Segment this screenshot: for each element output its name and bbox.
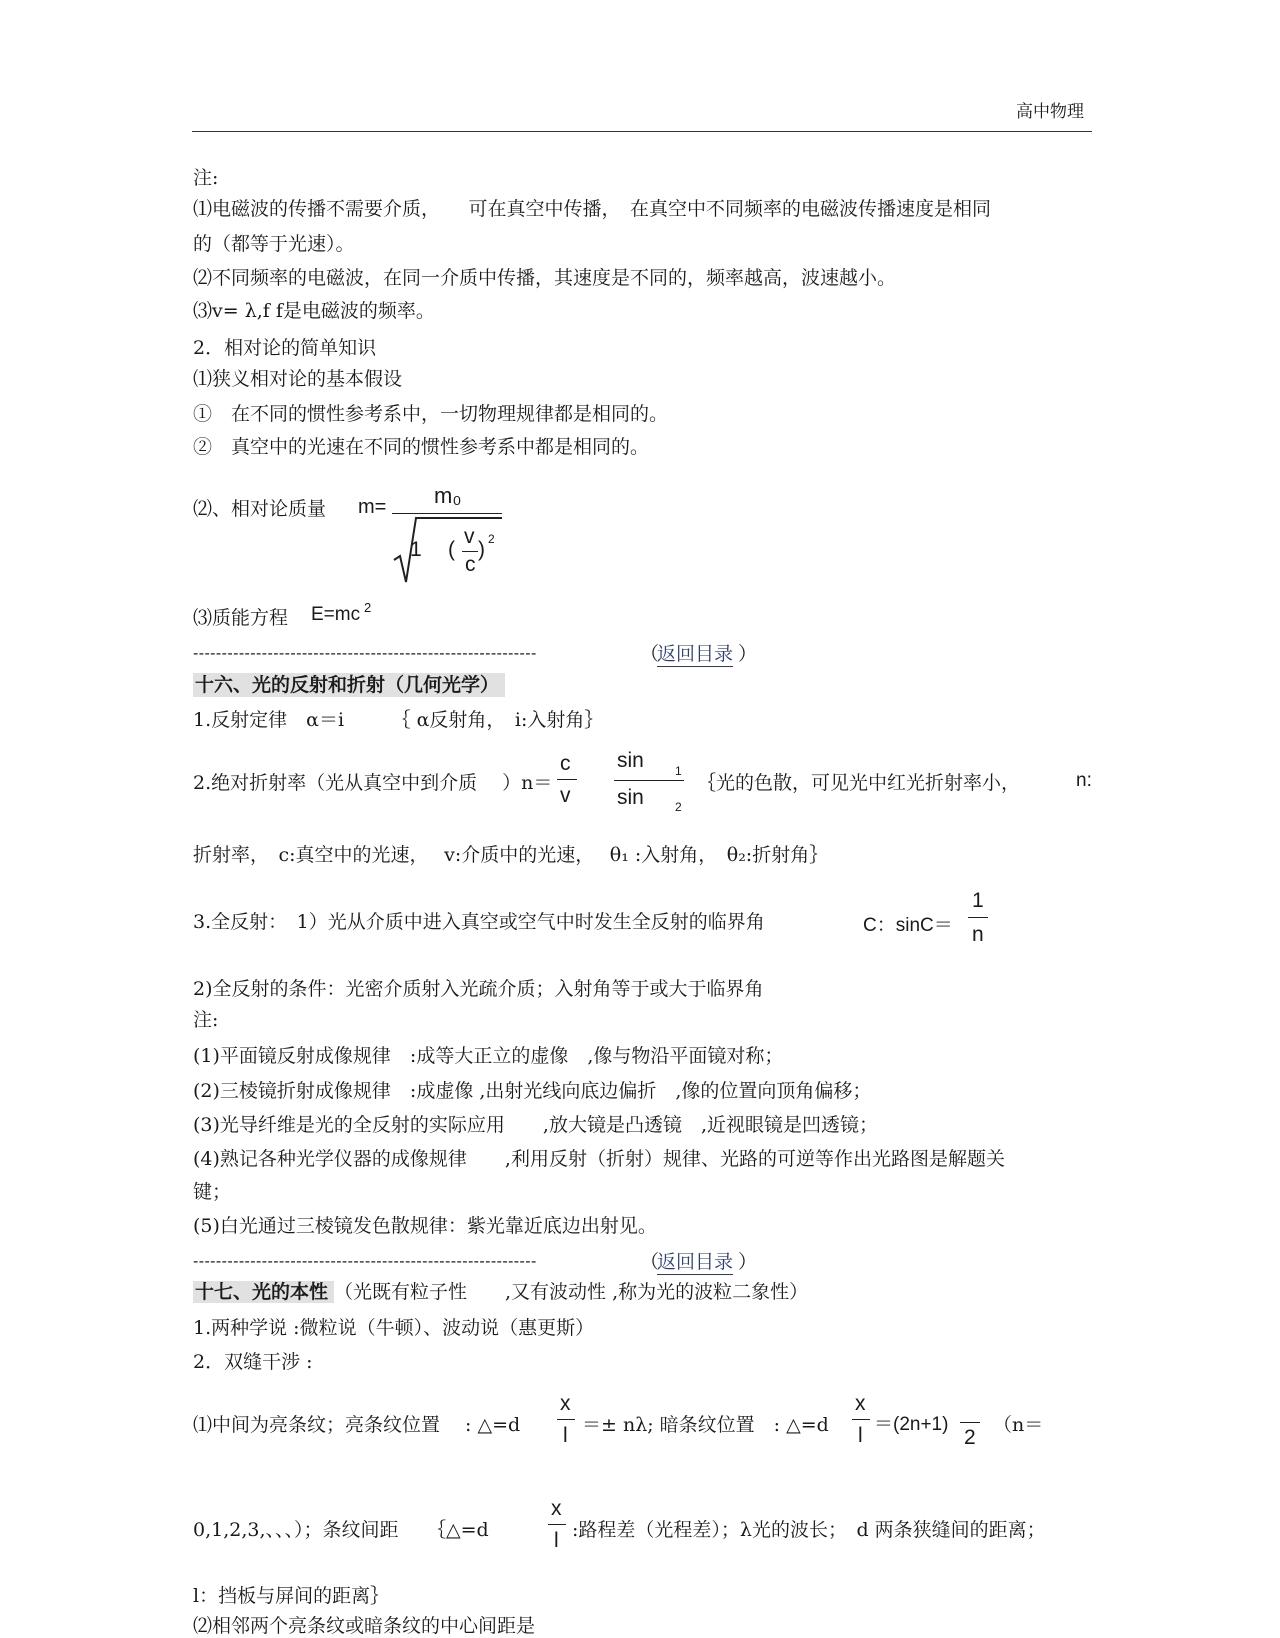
back-open-paren-2: （: [640, 1251, 660, 1273]
back-close-paren-1: ）: [738, 643, 758, 665]
critical-one: 1: [972, 889, 984, 912]
s16-note-4b: 键；: [193, 1181, 232, 1203]
refraction-dispersion: ｛光的色散，可见光中红光折射率小，: [697, 772, 1021, 794]
dark-fringe-label: ＝± nλ; 暗条纹位置 : △=d: [582, 1414, 829, 1436]
mass-v: v: [464, 525, 475, 548]
dark-coefficient: ＝(2n+1): [874, 1414, 949, 1435]
back-to-toc-link-1[interactable]: 返回目录: [657, 643, 734, 665]
bright-x: x: [560, 1392, 571, 1415]
postulate-2: ② 真空中的光速在不同的惯性参考系中都是相同的。: [193, 436, 650, 458]
adjacent-fringe: ⑵相邻两个亮条纹或暗条纹的中心间距是: [193, 1615, 536, 1637]
refraction-label: 2.绝对折射率（光从真空中到介质 ）n＝: [193, 772, 553, 794]
mass-c: c: [465, 553, 476, 576]
refraction-sin-bar: [614, 780, 684, 781]
dark-xl-bar: [852, 1419, 870, 1420]
energy-equation: E=mc: [311, 604, 361, 625]
refraction-theta1-index: 1: [675, 764, 682, 778]
s16-note-3: (3)光导纤维是光的全反射的实际应用 ,放大镜是凸透镜 ,近视眼镜是凹透镜；: [193, 1114, 878, 1136]
half-two: 2: [964, 1426, 976, 1449]
s16-note-2: (2)三棱镜折射成像规律 :成虚像 ,出射光线向底边偏折 ,像的位置向顶角偏移；: [193, 1080, 872, 1102]
n-values-start: （n＝: [993, 1414, 1044, 1436]
note-1b: 的（都等于光速）。: [193, 233, 355, 255]
postulate-1: ① 在不同的惯性参考系中，一切物理规律都是相同的。: [193, 403, 669, 425]
s16-note-1: (1)平面镜反射成像规律 :成等大正立的虚像 ,像与物沿平面镜对称；: [193, 1045, 784, 1067]
note-label: 注:: [193, 167, 219, 189]
energy-label: ⑶质能方程: [193, 607, 289, 629]
screen-distance: l：挡板与屏间的距离｝: [193, 1585, 390, 1607]
reflection-law: 1.反射定律 α＝i ｛ α反射角， i:入射角｝: [193, 709, 604, 731]
critical-bar: [968, 917, 988, 918]
note-3: ⑶v= λ,f f是电磁波的频率。: [193, 300, 435, 322]
back-close-paren-2: ）: [738, 1251, 758, 1273]
half-lambda-bar: [960, 1422, 980, 1423]
critical-angle: C：sinC＝: [863, 915, 953, 936]
refraction-n-label: n:: [1076, 770, 1092, 791]
mass-numerator: m₀: [434, 483, 462, 508]
total-reflection-condition: 2)全反射的条件：光密介质射入光疏介质；入射角等于或大于临界角: [193, 978, 764, 1000]
note-1a: ⑴电磁波的传播不需要介质， 可在真空中传播， 在真空中不同频率的电磁波传播速度是相同: [193, 198, 992, 220]
section-17-heading: [193, 1280, 808, 1304]
relativity-postulates: ⑴狭义相对论的基本假设: [193, 368, 403, 390]
header-subject: 高中物理: [1016, 102, 1084, 122]
fringe-spacing-legend: :路程差（光程差）；λ光的波长； d 两条狭缝间的距离；: [572, 1519, 1046, 1541]
section-17-title: 十七、光的本性: [193, 1281, 334, 1303]
divider-1: ------------------------------------------------------------: [193, 645, 537, 662]
two-theories: 1.两种学说 :微粒说（牛顿）、波动说（惠更斯）: [193, 1317, 595, 1339]
mass-open-paren: (: [448, 538, 455, 561]
back-open-paren-1: （: [640, 643, 660, 665]
spacing-l: l: [554, 1529, 559, 1552]
refraction-theta2-index: 2: [675, 800, 682, 814]
relativity-heading: 2．相对论的简单知识: [193, 337, 377, 359]
mass-vc-bar: [462, 551, 478, 552]
s16-note-label: 注:: [193, 1009, 219, 1031]
header-rule: [192, 131, 1092, 132]
mass-label: ⑵、相对论质量: [193, 498, 327, 520]
spacing-x: x: [551, 1497, 562, 1520]
note-2: ⑵不同频率的电磁波，在同一介质中传播，其速度是不同的，频率越高，波速越小。: [193, 267, 897, 289]
mass-close-paren: ): [478, 538, 485, 561]
dark-l: l: [858, 1424, 863, 1447]
bright-fringe-label: ⑴中间为亮条纹；亮条纹位置 : △=d: [193, 1414, 521, 1436]
mass-m: m=: [358, 496, 387, 518]
total-reflection-label: 3.全反射： 1）光从介质中进入真空或空气中时发生全反射的临界角: [193, 911, 765, 933]
refraction-cv-bar: [557, 779, 577, 780]
energy-square: 2: [364, 600, 372, 615]
bright-xl-bar: [557, 1419, 575, 1420]
double-slit-heading: 2．双缝干涉 :: [193, 1351, 313, 1373]
section-17-title-rest: （光既有粒子性 ,又有波动性 ,称为光的波粒二象性）: [334, 1281, 809, 1303]
back-to-toc-link-2[interactable]: 返回目录: [657, 1251, 734, 1273]
mass-square: 2: [488, 532, 495, 546]
dark-x: x: [855, 1392, 866, 1415]
s16-note-5: (5)白光通过三棱镜发色散规律：紫光靠近底边出射见。: [193, 1215, 657, 1237]
s16-note-4a: (4)熟记各种光学仪器的成像规律 ,利用反射（折射）规律、光路的可逆等作出光路图是解题关: [193, 1148, 1005, 1170]
mass-one: 1: [410, 538, 422, 561]
critical-n: n: [972, 923, 984, 946]
section-16-title: 十六、光的反射和折射（几何光学）: [193, 673, 505, 697]
refraction-sin2: sin: [617, 786, 644, 809]
spacing-xl-bar: [548, 1524, 566, 1525]
bright-l: l: [563, 1424, 568, 1447]
refraction-c: c: [560, 752, 571, 775]
refraction-sin1: sin: [617, 749, 644, 772]
fringe-spacing-label: 0,1,2,3,、、、）；条纹间距 ｛△=d: [193, 1519, 489, 1541]
refraction-v: v: [560, 784, 571, 807]
refraction-legend: 折射率， c:真空中的光速， v:介质中的光速， θ₁ :入射角， θ₂:折射角｝: [193, 844, 829, 866]
divider-2: ------------------------------------------------------------: [193, 1253, 537, 1270]
